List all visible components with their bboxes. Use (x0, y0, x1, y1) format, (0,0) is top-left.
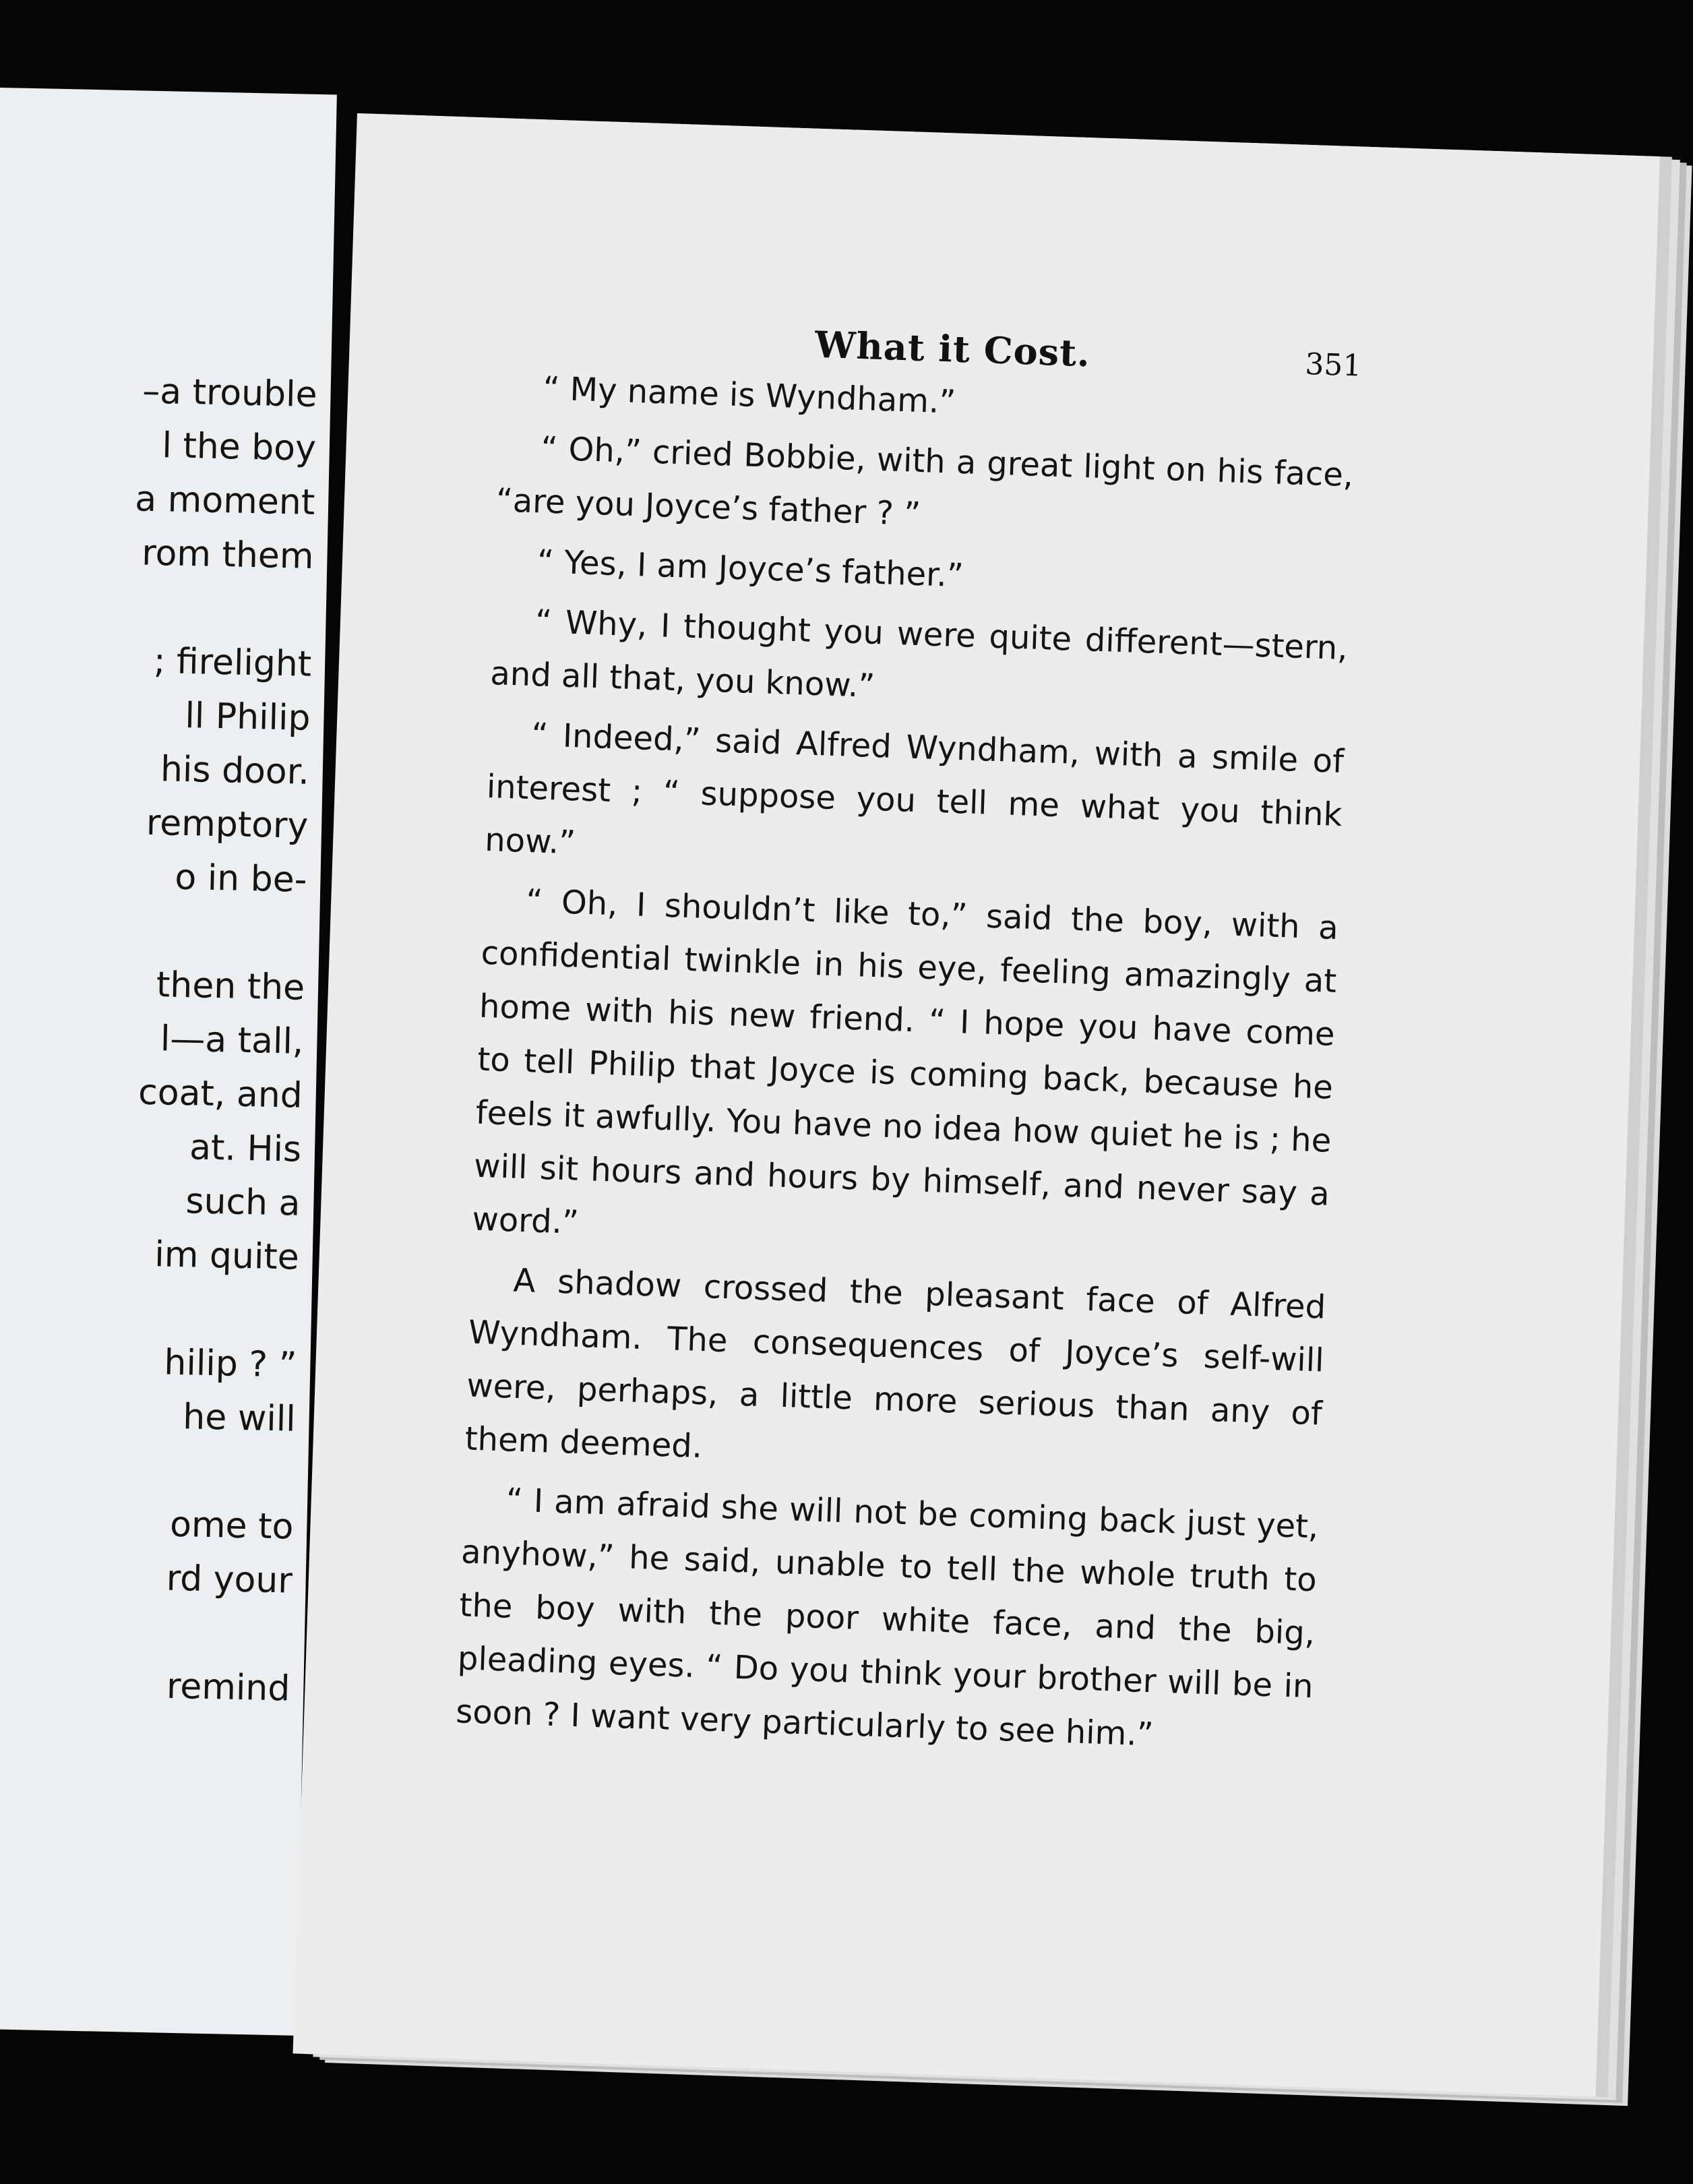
paragraph: “ Why, I thought you were quite different—stern, and all that, you know.” (489, 603, 1349, 705)
left-page-line: –a trouble (142, 371, 318, 415)
left-page-line: l the boy (161, 425, 317, 469)
left-page-line: coat, and (137, 1072, 303, 1116)
left-page-line: he will (182, 1397, 297, 1440)
left-page-line: ome to (169, 1504, 294, 1548)
left-page-line: ; firelight (153, 640, 312, 685)
page-number: 351 (1304, 346, 1363, 384)
paragraph: A shadow crossed the pleasant face of Alfred Wyndham. The consequences of Joyce’s self-will were, perhaps, a little more serious than any of them deemed. (464, 1261, 1326, 1466)
running-head: What it Cost. (813, 322, 1091, 375)
left-page-line: l—a tall, (160, 1019, 305, 1062)
left-page-line: rd your (166, 1558, 293, 1602)
left-page-line: then the (156, 965, 305, 1008)
left-page-line: such a (185, 1181, 301, 1224)
paragraph: “ Oh, I shouldn’t like to,” said the boy, with a confidential twinkle in his eye, feeling amazingly at home with his new friend. “ I hope you have come to tell Philip that Joyce is coming back, because he feels it awfully. You have no idea how quiet he is ; he will sit hours and hours by himself, and never say a word.” (471, 882, 1339, 1242)
left-page-line: at. His (189, 1127, 302, 1170)
right-page (293, 113, 1660, 2097)
left-page-line: ll Philip (184, 695, 311, 739)
left-page-line: o in be- (174, 857, 308, 901)
left-page-line: his door. (160, 749, 310, 793)
paragraph: “ I am afraid she will not be coming back just yet, anyhow,” he said, unable to tell the whole truth to the boy with the poor white face, and the big, pleading eyes. “ Do you think your brother will be in soon ? I want very particularly to see him.” (455, 1481, 1320, 1754)
left-page-line: im quite (154, 1234, 300, 1278)
left-page-line: hilip ? ” (163, 1342, 298, 1386)
paragraph: “ Indeed,” said Alfred Wyndham, with a smile of interest ; “ suppose you tell me what you think now.” (484, 716, 1345, 862)
paragraph: “ My name is Wyndham.” (542, 369, 957, 421)
body-text (455, 361, 1356, 1773)
paragraph: “ Oh,” cried Bobbie, with a great light on his face, “are you Joyce’s father ? ” (495, 429, 1354, 534)
left-page-line: a moment (134, 479, 315, 523)
left-page-line: remptory (146, 802, 309, 847)
paragraph: “ Yes, I am Joyce’s father.” (536, 543, 964, 595)
left-page-line: rom them (141, 533, 315, 577)
left-page (0, 88, 337, 2036)
left-page-line: remind (166, 1666, 290, 1709)
